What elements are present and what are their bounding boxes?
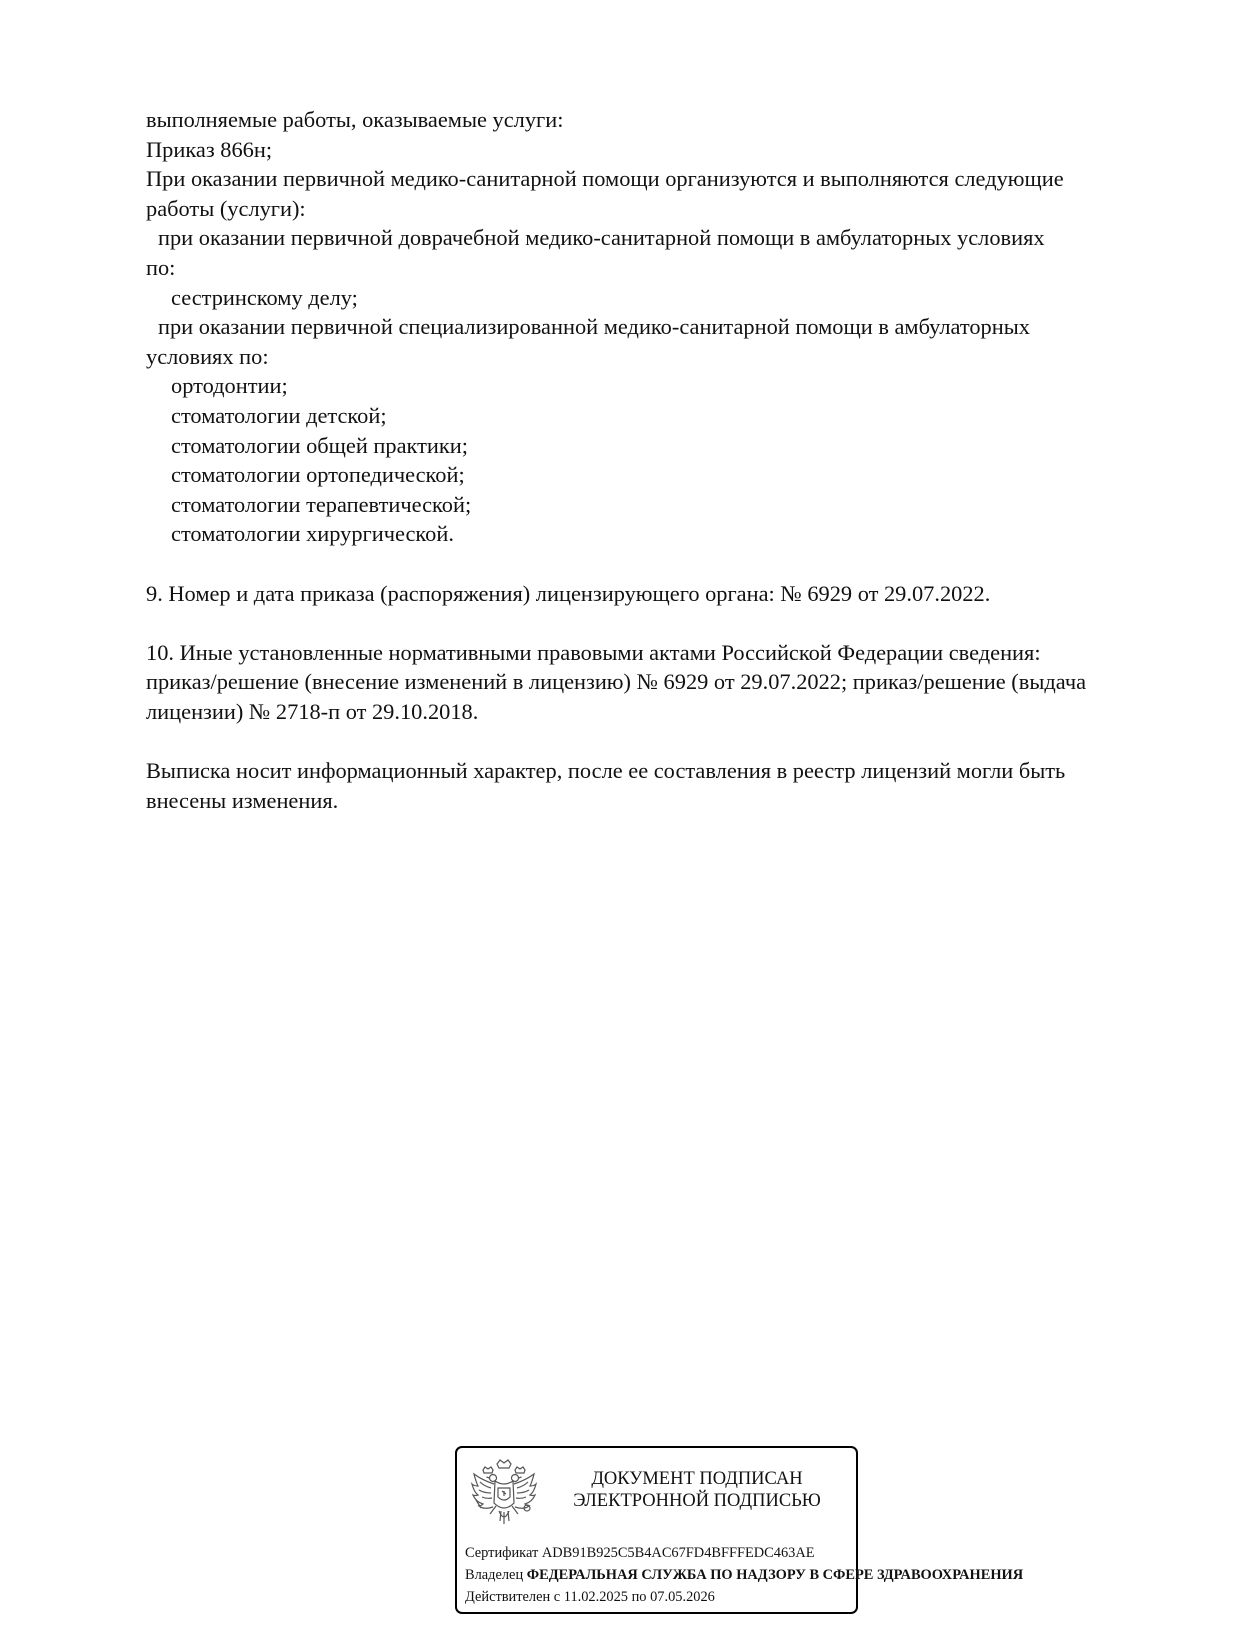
service-item: стоматологии детской; [171, 402, 387, 428]
item-10-line: лицензии) № 2718-п от 29.10.2018. [146, 698, 479, 724]
disclaimer-line: внесены изменения. [146, 787, 339, 813]
service-item: стоматологии ортопедической; [171, 462, 465, 488]
service-item: стоматологии хирургической. [171, 521, 454, 547]
item-10-line: 10. Иные установленные нормативными правовыми актами Российской Федерации сведения: [146, 639, 1041, 665]
text-line: по: [146, 254, 176, 280]
service-item: стоматологии общей практики; [171, 432, 468, 458]
paragraph-gap [146, 549, 1186, 579]
certificate-line [465, 1544, 815, 1562]
service-item: ортодонтии; [171, 373, 288, 399]
validity-line: Действителен с 11.02.2025 по 07.05.2026 [465, 1589, 715, 1605]
item-10-line: приказ/решение (внесение изменений в лицензию) № 6929 от 29.07.2022; приказ/решение (выдача [146, 669, 1087, 695]
certificate-label: Сертификат [465, 1545, 539, 1561]
service-item: сестринскому делу; [171, 284, 358, 310]
text-line: При оказании первичной медико-санитарной помощи организуются и выполняются следующие [146, 166, 1064, 192]
stamp-title [547, 1468, 847, 1512]
owner-line [465, 1566, 1023, 1584]
item-9-order-number: 9. Номер и дата приказа (распоряжения) лицензирующего органа: № 6929 от 29.07.2022. [146, 580, 991, 606]
text-line: выполняемые работы, оказываемые услуги: [146, 107, 564, 132]
owner-label: Владелец [465, 1567, 524, 1583]
paragraph-gap [146, 608, 1186, 638]
disclaimer-line: Выписка носит информационный характер, после ее составления в реестр лицензий могли быть [146, 758, 1066, 784]
text-line: Приказ 866н; [146, 136, 273, 162]
text-line: условиях по: [146, 343, 269, 369]
certificate-value: ADB91B925C5B4AC67FD4BFFFEDC463AE [541, 1545, 815, 1561]
document-body [146, 105, 1186, 815]
electronic-signature-stamp [455, 1446, 1024, 1614]
stamp-title-line: ДОКУМЕНТ ПОДПИСАН [591, 1469, 803, 1489]
stamp-title-line: ЭЛЕКТРОННОЙ ПОДПИСЬЮ [573, 1491, 821, 1511]
text-line: работы (услуги): [146, 195, 306, 221]
service-item: стоматологии терапевтической; [171, 491, 472, 517]
paragraph-gap [146, 726, 1186, 756]
owner-value: ФЕДЕРАЛЬНАЯ СЛУЖБА ПО НАДЗОРУ В СФЕРЕ ЗДРАВООХРАНЕНИЯ [526, 1567, 1024, 1583]
text-line: при оказании первичной специализированной медико-санитарной помощи в амбулаторных [158, 314, 1030, 340]
russian-coat-of-arms-icon [469, 1456, 539, 1536]
text-line: при оказании первичной доврачебной медико-санитарной помощи в амбулаторных условиях [158, 225, 1045, 251]
